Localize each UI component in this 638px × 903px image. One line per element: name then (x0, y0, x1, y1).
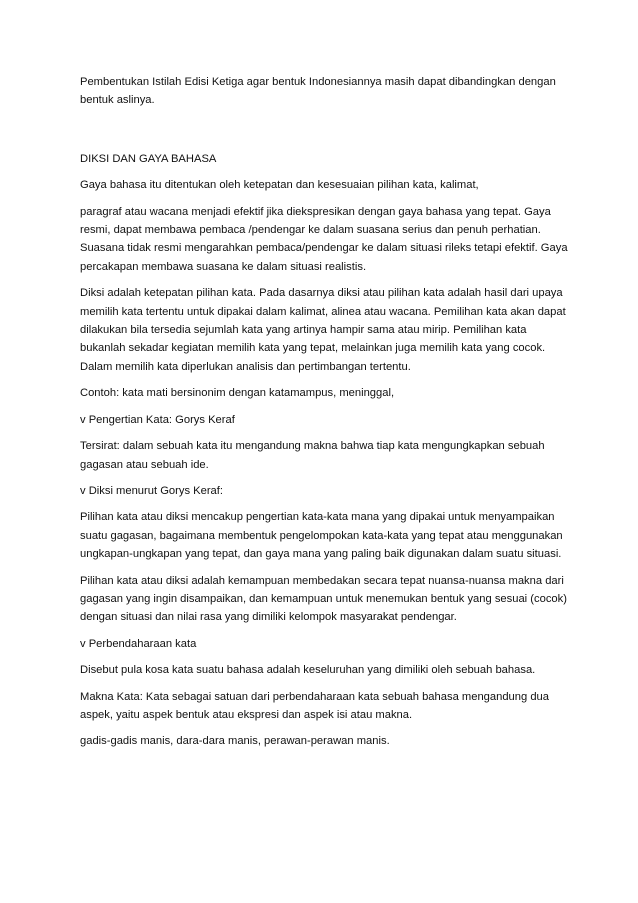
list-item: v Pengertian Kata: Gorys Keraf (80, 413, 235, 426)
list-item: v Perbendaharaan kata (80, 637, 197, 650)
section-heading: DIKSI DAN GAYA BAHASA (80, 152, 217, 165)
paragraph: Tersirat: dalam sebuah kata itu mengandung makna bahwa tiap kata mengungkapkan sebuah gagasan atau sebuah ide. (80, 440, 545, 471)
paragraph: Makna Kata: Kata sebagai satuan dari perbendaharaan kata sebuah bahasa mengandung dua aspek, yaitu aspek bentuk atau ekspresi dan aspek isi atau makna. (80, 690, 549, 721)
paragraph: Contoh: kata mati bersinonim dengan katamampus, meninggal, (80, 387, 395, 400)
paragraph: Gaya bahasa itu ditentukan oleh ketepatan dan kesesuaian pilihan kata, kalimat, (80, 179, 479, 192)
paragraph: Diksi adalah ketepatan pilihan kata. Pada dasarnya diksi atau pilihan kata adalah hasil dari upaya memilih kata tertentu untuk dipakai dalam kalimat, alinea atau wacana. Pemilihan kata akan dapat dilakukan bila tersedia sejumlah kata yang artinya hampir sama atau mirip. Pemilihan kata bukanlah sekadar kegiatan memilih kata yang tepat, melainkan juga memilih kata yang cocok. Dalam memilih kata diperlukan analisis dan pertimbangan tertentu. (80, 287, 566, 373)
paragraph: Pilihan kata atau diksi adalah kemampuan membedakan secara tepat nuansa-nuansa makna dari gagasan yang ingin disampaikan, dan kemampuan untuk menemukan bentuk yang sesuai (cocok) dengan situasi dan nilai rasa yang dimiliki kelompok masyarakat pendengar. (80, 574, 567, 624)
paragraph-intro: Pembentukan Istilah Edisi Ketiga agar bentuk Indonesiannya masih dapat dibandingkan dengan bentuk aslinya. (80, 76, 556, 107)
document-body (80, 73, 572, 759)
paragraph: Disebut pula kosa kata suatu bahasa adalah keseluruhan yang dimiliki oleh sebuah bahasa. (80, 664, 536, 677)
paragraph: paragraf atau wacana menjadi efektif jika diekspresikan dengan gaya bahasa yang tepat. Gaya resmi, dapat membawa pembaca /pendengar ke dalam suasana serius dan penuh perhatian. Suasana tidak resmi mengarahkan pembaca/pendengar ke dalam situasi rileks tetapi efektif. Gaya percakapan membawa suasana ke dalam situasi realistis. (80, 205, 568, 273)
paragraph: Pilihan kata atau diksi mencakup pengertian kata-kata mana yang dipakai untuk menyampaikan suatu gagasan, bagaimana membentuk pengelompokan kata-kata yang tepat atau menggunakan ungkapan-ungkapan yang tepat, dan gaya mana yang paling baik digunakan dalam suatu situasi. (80, 511, 563, 561)
paragraph: gadis-gadis manis, dara-dara manis, perawan-perawan manis. (80, 735, 390, 748)
list-item: v Diksi menurut Gorys Keraf: (80, 484, 223, 497)
